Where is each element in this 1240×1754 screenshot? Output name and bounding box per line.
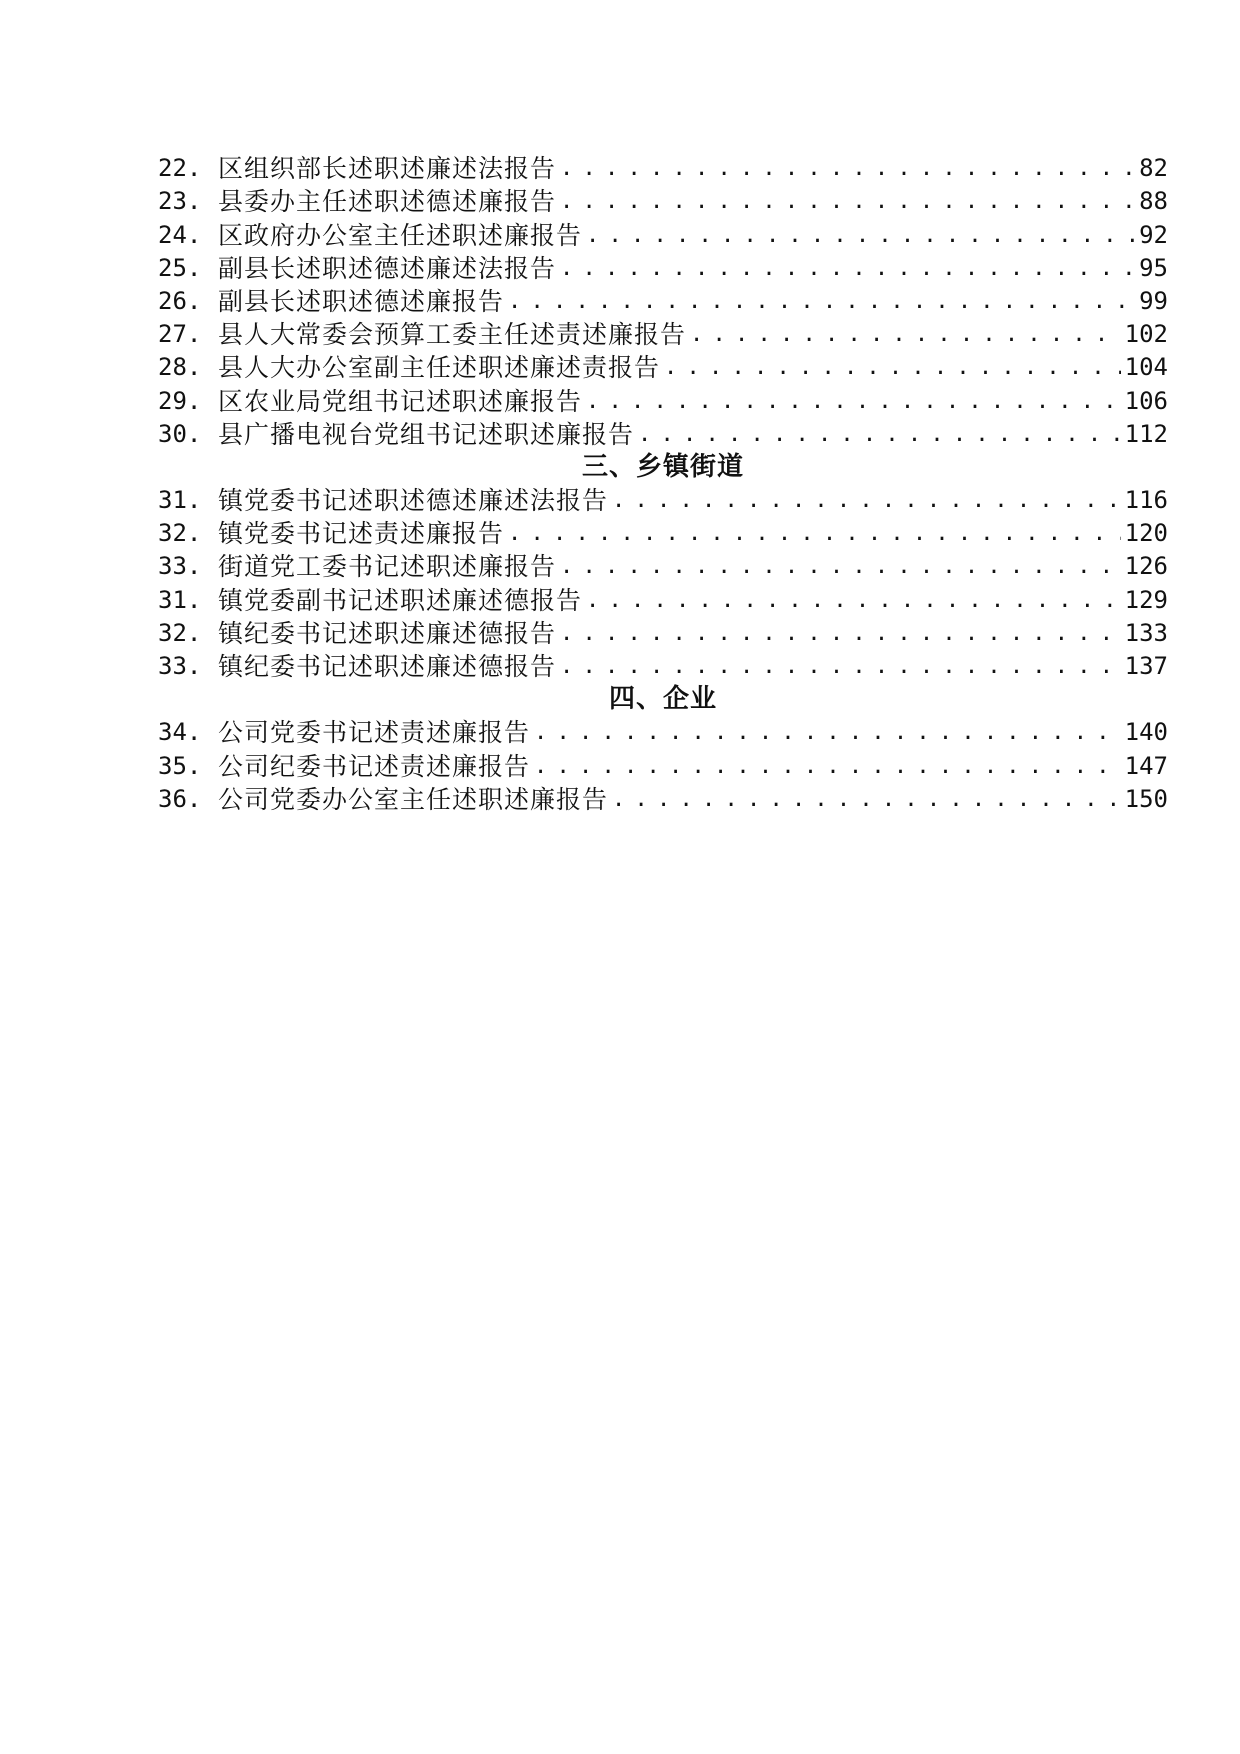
toc-entry[interactable]: [158, 218, 1168, 251]
section-heading[interactable]: 四、企业: [608, 684, 717, 714]
dot-leader: [638, 418, 1121, 451]
toc-entry[interactable]: [158, 318, 1168, 351]
toc-entry-title: 镇纪委书记述职述廉述德报告: [218, 618, 557, 648]
toc-entry-title: 县广播电视台党组书记述职述廉报告: [218, 419, 635, 449]
toc-entry-page: 116: [1124, 486, 1168, 515]
toc-entry-page: 129: [1124, 585, 1168, 614]
dot-leader: [508, 285, 1135, 318]
dot-leader: [560, 252, 1135, 285]
toc-entry-number: 29.: [158, 386, 202, 415]
dot-leader: [560, 185, 1135, 218]
dot-leader: [508, 517, 1121, 550]
toc-entry-title: 副县长述职述德述廉报告: [218, 286, 505, 316]
toc-entry-page: 102: [1124, 320, 1168, 349]
dot-leader: [560, 617, 1121, 650]
dot-leader: [586, 219, 1135, 252]
toc-entry-title: 镇党委书记述职述德述廉述法报告: [218, 486, 609, 516]
toc-entry-title: 镇党委副书记述职述廉述德报告: [218, 585, 583, 615]
toc-entry-title: 街道党工委书记述职述廉报告: [218, 552, 557, 582]
toc-entry-title: 区农业局党组书记述职述廉报告: [218, 386, 583, 416]
toc-entry[interactable]: [158, 583, 1168, 616]
dot-leader: [664, 351, 1121, 384]
toc-entry-number: 35.: [158, 751, 202, 780]
toc-entry-number: 30.: [158, 419, 202, 448]
toc-entry[interactable]: [158, 418, 1168, 451]
toc-entry-title: 公司党委书记述责述廉报告: [218, 718, 531, 748]
toc-entry-number: 34.: [158, 718, 202, 747]
dot-leader: [560, 152, 1135, 185]
dot-leader: [534, 750, 1121, 783]
toc-entry-page: 120: [1124, 519, 1168, 548]
toc-entry-title: 区政府办公室主任述职述廉报告: [218, 220, 583, 250]
toc-entry-page: 82: [1139, 154, 1168, 183]
dot-leader: [560, 550, 1121, 583]
toc-entry-number: 22.: [158, 154, 202, 183]
toc-entry-page: 99: [1139, 286, 1168, 315]
toc-entry[interactable]: [158, 484, 1168, 517]
toc-entry[interactable]: [158, 550, 1168, 583]
toc-entry-page: 140: [1124, 718, 1168, 747]
toc-entry-page: 137: [1124, 652, 1168, 680]
toc-entry-title: 副县长述职述德述廉述法报告: [218, 253, 557, 283]
toc-entry-title: 县人大常委会预算工委主任述责述廉报告: [218, 320, 687, 350]
toc-entry-title: 区组织部长述职述廉述法报告: [218, 154, 557, 184]
toc-entry-title: 公司党委办公室主任述职述廉报告: [218, 784, 609, 814]
toc-entry[interactable]: [158, 617, 1168, 650]
toc-entry-number: 31.: [158, 486, 202, 515]
toc-entry-page: 88: [1139, 187, 1168, 216]
toc-entry-page: 106: [1124, 386, 1168, 415]
dot-leader: [612, 783, 1121, 816]
section-heading[interactable]: 三、乡镇街道: [581, 451, 744, 482]
toc-entry-number: 31.: [158, 585, 202, 614]
toc-entry-number: 23.: [158, 187, 202, 216]
toc-entry-page: 147: [1124, 751, 1168, 780]
toc-entry-number: 24.: [158, 220, 202, 249]
toc-entry[interactable]: [158, 351, 1168, 384]
toc-entry-number: 28.: [158, 353, 202, 382]
toc-entry[interactable]: [158, 716, 1168, 749]
toc-entry-title: 县人大办公室副主任述职述廉述责报告: [218, 353, 661, 383]
toc-entry[interactable]: [158, 152, 1168, 185]
toc-entry-number: 25.: [158, 253, 202, 282]
toc-entry-number: 32.: [158, 519, 202, 548]
toc-entry-number: 33.: [158, 652, 202, 680]
toc-entry[interactable]: [158, 749, 1168, 782]
toc-entry[interactable]: [158, 650, 1168, 683]
toc-entry-number: 36.: [158, 784, 202, 813]
dot-leader: [560, 650, 1121, 683]
toc-entry-page: 126: [1124, 552, 1168, 581]
toc-entry-page: 133: [1124, 618, 1168, 647]
toc-entry[interactable]: [158, 517, 1168, 550]
table-of-contents: [158, 152, 1168, 816]
toc-entry-page: 150: [1124, 784, 1168, 813]
dot-leader: [586, 584, 1121, 617]
toc-entry-page: 104: [1124, 353, 1168, 382]
dot-leader: [534, 716, 1121, 749]
toc-entry-number: 27.: [158, 320, 202, 349]
toc-entry-title: 镇党委书记述责述廉报告: [218, 519, 505, 549]
toc-entry-title: 公司纪委书记述责述廉报告: [218, 751, 531, 781]
dot-leader: [612, 484, 1121, 517]
toc-entry-number: 32.: [158, 618, 202, 647]
toc-entry[interactable]: [158, 783, 1168, 816]
dot-leader: [586, 385, 1121, 418]
toc-entry[interactable]: [158, 252, 1168, 285]
toc-entry-number: 33.: [158, 552, 202, 581]
toc-entry-page: 92: [1139, 220, 1168, 249]
toc-entry-page: 112: [1124, 419, 1168, 448]
toc-entry[interactable]: [158, 285, 1168, 318]
toc-entry[interactable]: [158, 185, 1168, 218]
toc-entry-page: 95: [1139, 253, 1168, 282]
toc-entry-number: 26.: [158, 286, 202, 315]
toc-entry[interactable]: [158, 384, 1168, 417]
toc-entry-title: 县委办主任述职述德述廉报告: [218, 187, 557, 217]
dot-leader: [690, 318, 1121, 351]
toc-entry-title: 镇纪委书记述职述廉述德报告: [218, 652, 557, 681]
